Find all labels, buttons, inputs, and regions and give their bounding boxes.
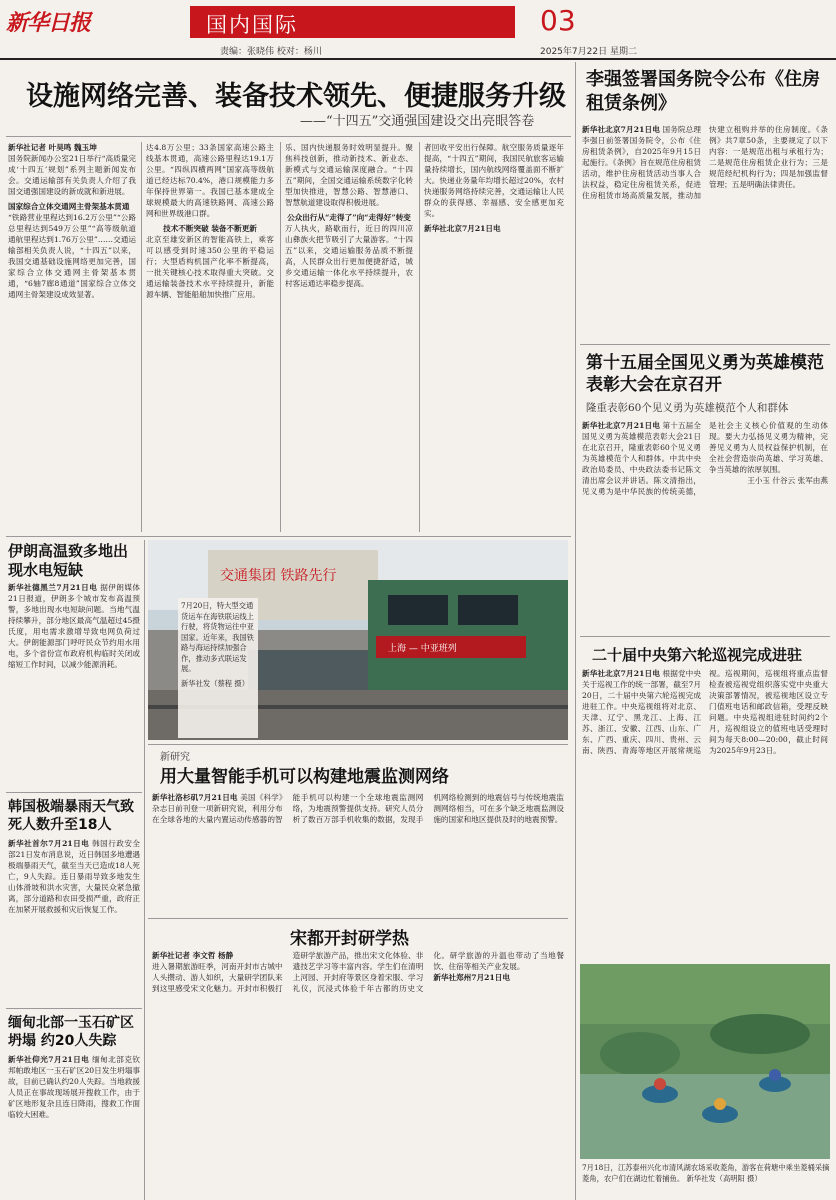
korea-body: 新华社首尔7月21日电 韩国行政安全部21日发布消息说，近日韩国多地遭遇极端暴雨天气，截至当天已造成18人死亡，9人失踪。连日暴雨导致多地发生山体滑坡和洪水灾害，大量民众紧急撤离，部分道路和农田受损严重，政府正在加紧开展救援和灾后恢复工作。 [8,839,140,914]
hero-author: 王小玉 什谷云 张军由燕 [747,476,828,485]
train-banner-text: 上海 — 中亚班列 [388,644,457,654]
order-byline: 新华社北京7月21日电 [582,125,660,134]
lead-byline: 新华社记者 叶昊鸣 魏玉坤 [8,143,97,152]
phone-kicker: 新研究 [160,752,190,763]
lead-subheadline: ——“十四五”交通强国建设交出亮眼答卷 [300,114,535,129]
lead-subhead-3: 公众出行从“走得了”向“走得好”转变 [287,213,411,222]
study-byline: 新华社记者 李文哲 杨静 [152,951,234,960]
lead-subhead-1: 国家综合立体交通网主骨架基本贯通 [8,202,130,211]
lead-subhead-2: 技术不断突破 装备不断更新 [163,224,257,233]
phone-body: 新华社洛杉矶7月21日电 美国《科学》杂志日前刊登一项新研究说，利用分布在全球各地的大量内置运动传感器的智能手机可以构建一个全球地震监测网络，为地震预警提供支持。研究人员分析了数百万部手机收集的数据，发现手机网络检测到的地震信号与传统地震监测网络相当，可在多个缺乏地震监测设施的国家和地区提供及时的地震预警。 [152,793,564,824]
newspaper-logo: 新华日报 [6,10,91,36]
hero-body: 新华社北京7月21日电 第十五届全国见义勇为英雄模范表彰大会21日在北京召开，隆重表彰60个见义勇为英雄模范个人和群体。中共中央政治局委员、中央政法委书记陈文清出席会议并讲话。陈文清指出，见义勇为是中华民族的传统美德，是社会主义核心价值观的生动体现。要大力弘扬见义勇为精神，完善见义勇为人员权益保护机制，在全社会营造崇尚英雄、学习英雄、争当英雄的浓厚氛围。 王小玉 什谷云 张军由燕 [582,421,828,496]
order-headline: 李强签署国务院令公布《住房租赁条例》 [586,69,820,114]
lotus-pond-graphic [580,964,830,1159]
train-photo-credit: 新华社发（蔡程 摄） [181,678,249,688]
inspect-body: 新华社北京7月21日电 根据党中央关于巡视工作的统一部署，截至7月20日，二十届中央第六轮巡视完成进驻工作。中央巡视组将对北京、天津、辽宁、黑龙江、上海、江苏、浙江、安徽、江西、山东、广东、广西、重庆、四川、贵州、云南、陕西、青海等地区开展常规巡视。巡视期间，巡视组将重点监督检查被巡视党组织落实党中央重大决策部署情况，被巡视地区设立专门值班电话和邮政信箱，受理反映问题。中央巡视组进驻时间约2个月，巡视组设立的值班电话受理时间为每天8:00—20:00，截止时间为2025年9月23日。 [582,669,828,755]
study-body: 新华社记者 李文哲 杨静 进入暑期旅游旺季，河南开封市古城中人头攒动、游人如织，大量研学团队来到这里感受宋文化魅力。开封市积极打造研学旅游产品，推出宋文化体验、非遗技艺学习等丰富内容。学生们在清明上河园、开封府等景区身着宋服、学习礼仪，沉浸式体验千年古都的历史文化。研学旅游的升温也带动了当地餐饮、住宿等相关产业发展。 新华社郑州7月21日电 [152,951,564,993]
hero-subheadline: 隆重表彰60个见义勇为英雄模范个人和群体 [586,402,789,414]
lead-column-4: 者回收平安出行保障。航空服务质量逐年提高，“十四五”期间，我国民航旅客运输量持续增长，国内航线网络覆盖面不断扩大。快递业务量年均增长超过20%，农村快递服务网络持续完善，交通运输让人民群众的获得感、幸福感、安全感更加充实。 新华社北京7月21日电 [424,143,564,233]
order-body: 新华社北京7月21日电 国务院总理李强日前签署国务院令，公布《住房租赁条例》，自2025年9月15日起施行。《条例》旨在规范住房租赁活动，维护住房租赁活动当事人合法权益，稳定住房租赁关系，促进住房租赁市场高质量发展，推动加快建立租购并举的住房制度。《条例》共7章50条，主要规定了以下内容：一是规范出租与承租行为；二是规范住房租赁企业行为；三是规范经纪机构行为；四是加强监督管理；五是明确法律责任。 [582,125,828,200]
myanmar-body: 新华社仰光7月21日电 缅甸北部克钦邦帕敢地区一玉石矿区20日发生坍塌事故，目前已确认约20人失踪。当地救援人员正在事故现场展开搜救工作，由于矿区地形复杂且连日降雨，搜救工作面临较大困难。 [8,1055,140,1119]
lead-column-2: 达4.8万公里；33条国家高速公路主线基本贯通，高速公路里程达19.1万公里。“四纵四横两网”国家高等级航道已经达标70.4%，港口规模能力多年保持世界第一。我国已基本建成全球规模最大的高速铁路网、高速公路网和世界级港口群。 技术不断突破 装备不断更新 北京至雄安新区的智能高铁上，乘客可以感受到时速350公里的平稳运行；大型盾构机国产化率不断提高，一批关键核心技术取得重大突破。交通运输装备技术水平持续提升，新能源车辆、智能船舶加快推广应用。 [146,143,274,299]
korea-byline: 新华社首尔7月21日电 [8,839,90,848]
korea-headline: 韩国极端暴雨天气致死人数升至18人 [8,799,134,833]
phone-headline: 用大量智能手机可以构建地震监测网络 [160,767,449,787]
editor-credit: 责编：张晓伟 校对：杨川 [220,47,322,57]
lotus-pond-credit: 新华社发（高明阳 摄） [686,1173,762,1183]
lead-column-1: 新华社记者 叶昊鸣 魏玉坤 国务院新闻办公室21日举行“高质量完成‘十四五’规划”系列主题新闻发布会。交通运输部有关负责人介绍了我国交通强国建设的新成就和新进展。 国家综合立体交通网主骨架基本贯通 “铁路营业里程达到16.2万公里”“公路总里程达到549万公里”“高等级航道通航里程达到1.76万公里”……交通运输部相关负责人说，“十四五”以来，我国交通基础设施网络更加完善，国家综合立体交通网主骨架基本贯通，“6轴7廊8通道”国家综合立体交通网主骨架建设成效显著。 [8,143,136,299]
lotus-pond-caption: 7月18日，江苏泰州兴化市清风湖农场采收菱角，游客在荷塘中乘坐菱桶采摘菱角，农户们在湖边忙着捕鱼。 新华社发（高明阳 摄） [582,1163,830,1183]
lead-dateline: 新华社北京7月21日电 [424,224,501,233]
hero-byline: 新华社北京7月21日电 [582,421,660,430]
inspect-byline: 新华社北京7月21日电 [582,669,660,678]
phone-byline: 新华社洛杉矶7月21日电 [152,793,238,802]
issue-date: 2025年7月22日 星期二 [540,47,637,57]
photo-sign-text: 交通集团 铁路先行 [220,568,337,584]
myanmar-byline: 新华社仰光7月21日电 [8,1055,90,1064]
study-headline: 宋都开封研学热 [290,929,409,949]
hero-headline: 第十五届全国见义勇为英雄模范表彰大会在京召开 [586,353,824,395]
lead-headline: 设施网络完善、装备技术领先、便捷服务升级 [26,81,566,112]
myanmar-headline: 缅甸北部一玉石矿区坍塌 约20人失踪 [8,1015,134,1049]
iran-body: 新华社德黑兰7月21日电 据伊朗媒体21日报道，伊朗多个城市发布高温预警，多地出现水电短缺问题。当地气温持续攀升，部分地区最高气温超过45摄氏度，用电需求激增导致电网负荷过大。伊朗能源部门呼吁民众节约用水用电，多个省份宣布政府机构临时关闭或缩短工作时间，以减少能源消耗。 [8,583,140,669]
iran-headline: 伊朗高温致多地出现水电短缺 [8,542,129,579]
top-rule [0,58,836,60]
iran-byline: 新华社德黑兰7月21日电 [8,583,98,592]
study-dateline: 新华社郑州7月21日电 [433,973,510,982]
lotus-pond-photo [580,964,830,1159]
page-number: 03 [540,4,576,37]
inspect-headline: 二十届中央第六轮巡视完成进驻 [592,646,803,664]
section-name: 国内国际 [206,13,298,37]
lead-column-3: 乐、国内快递服务时效明显提升。聚焦科技创新，推动新技术、新业态、新模式与交通运输深度融合。“十四五”期间，全国交通运输系统数字化转型加快推进，智慧公路、智慧港口、智慧航道建设取得积极进展。 公众出行从“走得了”向“走得好”转变 万人执火，路歇而行，近日的四川凉山彝族火把节吸引了大量游客。“十四五”以来，交通运输服务品质不断提高，人民群众出行更加便捷舒适，城乡交通运输一体化水平持续提升，农村客运通达率稳步提高。 [285,143,413,288]
train-photo-caption: 7月20日，特大型交通货运车在海铁联运线上行驶，将货物运往中亚国家。近年来，我国铁路与海运持续加强合作，推动多式联运发展。 新华社发（蔡程 摄） [178,598,258,738]
